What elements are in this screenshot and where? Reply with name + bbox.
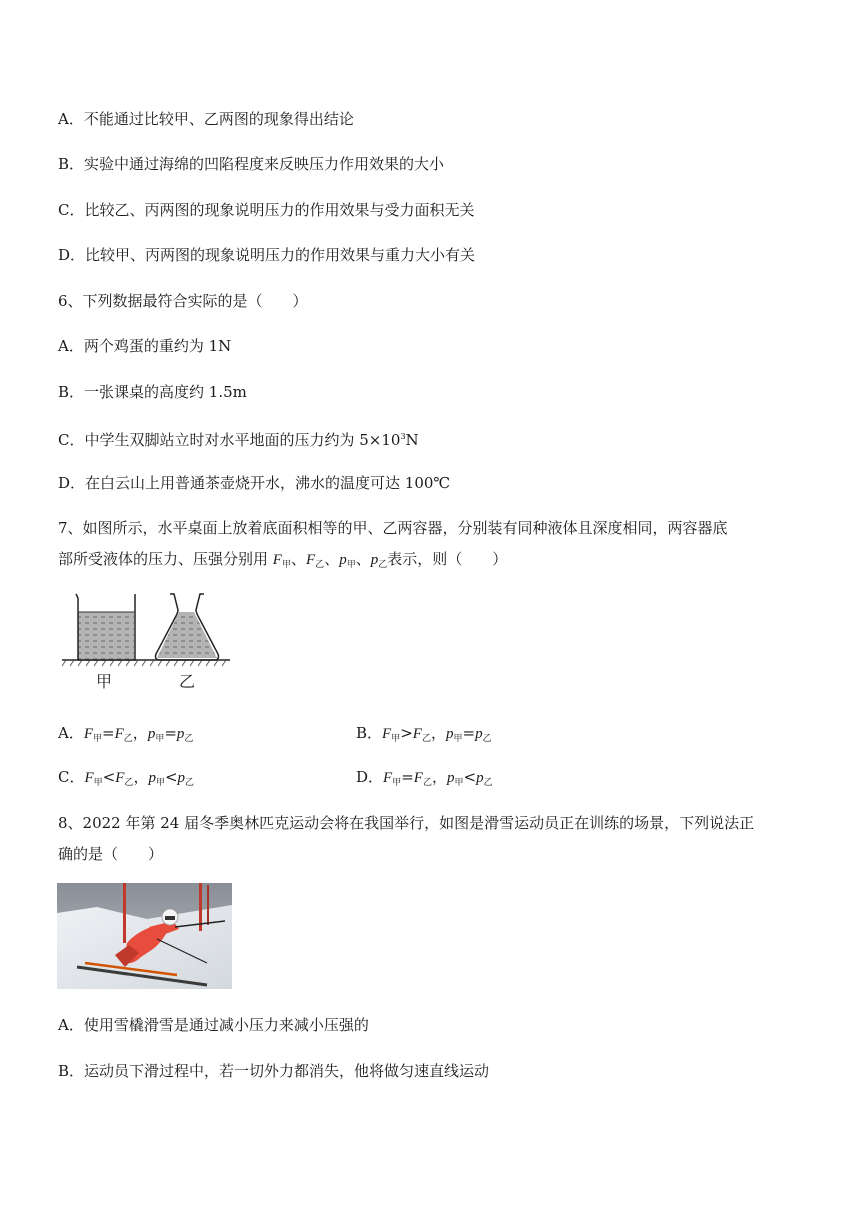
q8-stem-line2: 确的是（ ） (58, 845, 164, 863)
q5-option-c: C．比较乙、丙两图的现象说明压力的作用效果与受力面积无关 (58, 201, 475, 219)
q6-option-c (58, 426, 419, 451)
figure-label-jia: 甲 (96, 672, 113, 691)
q6-option-a: A．两个鸡蛋的重约为 1N (58, 337, 232, 355)
q7-option-c: C．$F_甲<F_乙$，$p_甲<p_乙$ (58, 768, 195, 787)
symbol-F-jia: $F_甲$ (272, 552, 291, 569)
q7-stem-suffix: 表示，则（ ） (387, 550, 508, 568)
q8-option-b: B．运动员下滑过程中，若一切外力都消失，他将做匀速直线运动 (58, 1062, 490, 1080)
q6-option-c-unit: N (405, 431, 419, 449)
q6-option-b: B．一张课桌的高度约 1.5m (58, 383, 247, 401)
q6-stem: 6、下列数据最符合实际的是（ ） (58, 292, 308, 310)
q7-containers-figure (60, 590, 235, 695)
figure-label-yi: 乙 (179, 672, 196, 691)
q7-stem-line2: 部所受液体的压力、压强分别用 $F_甲$、$F_乙$、$p_甲$、$p_乙$表示，则（ ） (58, 550, 508, 569)
q6-option-d: D．在白云山上用普通茶壶烧开水，沸水的温度可达 100℃ (58, 474, 451, 492)
q8-option-a: A．使用雪橇滑雪是通过减小压力来减小压强的 (58, 1016, 369, 1034)
q7-option-d: D．$F_甲=F_乙$，$p_甲<p_乙$ (356, 768, 493, 787)
skier-photo (57, 883, 232, 989)
q6-option-c-text: C．中学生双脚站立时对水平地面的压力约为 5×10 (58, 431, 401, 449)
q7-stem-prefix: 部所受液体的压力、压强分别用 (58, 550, 269, 568)
q7-stem-line1: 7、如图所示，水平桌面上放着底面积相等的甲、乙两容器，分别装有同种液体且深度相同，两容器底 (58, 519, 728, 537)
q5-option-b: B．实验中通过海绵的凹陷程度来反映压力作用效果的大小 (58, 155, 445, 173)
symbol-p-jia: $p_甲$ (339, 552, 356, 569)
q7-option-a: A．$F_甲=F_乙$，$p_甲=p_乙$ (58, 724, 194, 743)
symbol-F-yi: $F_乙$ (306, 552, 325, 569)
q8-stem-line1: 8、2022 年第 24 届冬季奥林匹克运动会将在我国举行，如图是滑雪运动员正在训练的场景，下列说法正 (58, 814, 755, 832)
q6-option-c-exponent: 3 (400, 432, 406, 441)
symbol-p-yi: $p_乙$ (370, 552, 388, 569)
q5-option-d: D．比较甲、丙两图的现象说明压力的作用效果与重力大小有关 (58, 246, 476, 264)
container-yi (156, 594, 219, 660)
q7-option-b: B．$F_甲>F_乙$，$p_甲=p_乙$ (356, 724, 492, 743)
q5-option-a: A．不能通过比较甲、乙两图的现象得出结论 (58, 110, 354, 128)
container-jia (76, 594, 135, 660)
